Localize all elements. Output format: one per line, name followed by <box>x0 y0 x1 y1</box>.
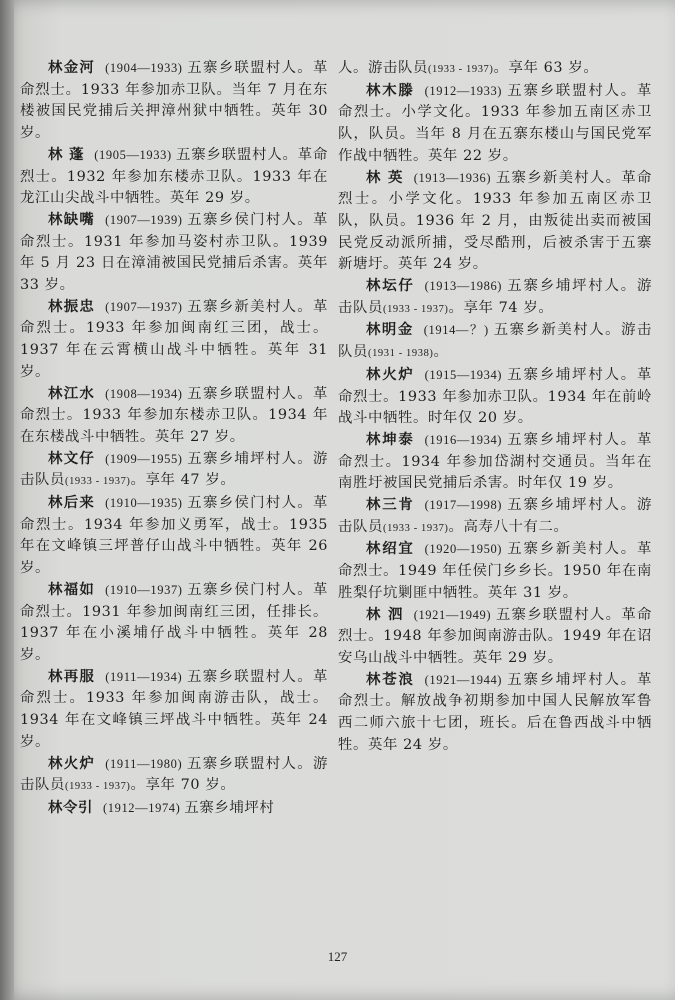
entry-text-tail: 。享年 70 岁。 <box>130 777 236 794</box>
entry-dates: (1908—1934) <box>105 386 183 401</box>
entry-text: 五寨乡新美村人。革命烈士。小学文化。1933 年参加五南区赤卫队，队员。1936 年 2 月，由叛徒出卖而被国民党反动派所捕，受尽酷刑，后被杀害于五寨新塘圩。英年 24 岁。 <box>338 169 652 273</box>
entry-dates: (1920—1950) <box>424 542 503 557</box>
entry-lin-huolu-2 <box>338 365 652 430</box>
guerrilla-years: (1931 - 1938) <box>367 348 434 360</box>
left-column <box>20 58 328 820</box>
entry-lin-lingyin <box>20 798 328 820</box>
entry-lin-zaifu <box>20 667 328 754</box>
entry-lin-furu <box>20 580 328 667</box>
entry-dates: (1915—1934) <box>424 367 503 382</box>
entry-dates: (1905—1933) <box>94 147 172 162</box>
entry-dates: (1921—1949) <box>413 607 492 622</box>
entry-text: 人。游击队员 <box>338 60 428 76</box>
entry-text: 五寨乡联盟村人。革命烈士。1933 年参加闽南游击队，战士。1934 年在文峰镇三坪战斗中牺牲。英年 24 岁。 <box>20 668 328 750</box>
entry-lin-quezui <box>20 210 328 297</box>
entry-lin-ying <box>338 168 652 277</box>
entry-text: 五寨乡埔坪村人。革命烈士。解放战争初期参加中国人民解放军鲁西二师六旅十七团，班长。后在鲁西战斗中牺牲。英年 24 岁。 <box>338 671 652 753</box>
guerrilla-years: (1933 - 1937) <box>64 476 131 488</box>
entry-text: 五寨乡联盟村人。革命烈士。1932 年参加东楼赤卫队。1933 年在龙江山尖战斗中牺牲。英年 29 岁。 <box>20 146 328 207</box>
entry-text: 五寨乡联盟村人。革命烈士。小学文化。1933 年参加五南区赤卫队，队员。当年 8 月在五寨东楼山与国民党军作战中牺牲。英年 22 岁。 <box>338 82 652 164</box>
entry-name: 林木滕 <box>366 82 415 99</box>
entry-text: 五寨乡联盟村人。游击队员 <box>20 755 328 794</box>
entry-name: 林文仔 <box>48 450 96 467</box>
entry-lin-zhenzhong <box>20 297 328 384</box>
entry-text: 五寨乡埔坪村人。革命烈士。1934 年参加岱湖村交通员。当年在南胜圩被国民党捕后杀害。时年仅 19 岁。 <box>338 431 652 492</box>
guerrilla-years: (1933 - 1937) <box>382 522 449 534</box>
right-column <box>338 58 652 757</box>
entry-text-tail: 。高寿八十有二。 <box>448 518 569 535</box>
entry-lin-peng <box>20 145 328 210</box>
entry-text: 五寨乡联盟村人。革命烈士。1933 年参加东楼赤卫队。1934 年在东楼战斗中牺牲。英年 27 岁。 <box>20 385 328 445</box>
entry-dates: (1913—1936) <box>413 170 492 185</box>
entry-name: 林缺嘴 <box>48 211 96 228</box>
entry-name: 林坛仔 <box>366 278 415 295</box>
entry-name: 林火炉 <box>48 755 96 772</box>
entry-text-tail: 。享年 47 岁。 <box>130 472 236 489</box>
entry-lin-shaoyi <box>338 539 652 604</box>
entry-text: 五寨乡侯门村人。革命烈士。1931 年参加马姿村赤卫队。1939 年 5 月 23 日在漳浦被国民党捕后杀害。英年 33 岁。 <box>20 211 328 294</box>
entry-lin-si <box>338 605 652 670</box>
entry-text-tail: 。享年 63 岁。 <box>493 60 599 76</box>
entry-dates: (1910—1935) <box>105 496 183 511</box>
entry-lin-jiangshui <box>20 384 328 449</box>
entry-name: 林苍浪 <box>366 671 415 688</box>
entry-name: 林 英 <box>366 169 404 186</box>
entry-dates: (1912—1974) <box>102 800 181 815</box>
entry-text: 五寨乡埔坪村人。游击队员 <box>20 450 328 489</box>
entry-lin-lingyin-continued <box>338 58 652 81</box>
entry-text: 五寨乡联盟村人。革命烈士。1948 年参加闽南游击队。1949 年在诏安乌山战斗中牺牲。英年 29 岁。 <box>338 606 652 666</box>
entry-name: 林明金 <box>366 322 414 339</box>
entry-name: 林火炉 <box>366 366 415 383</box>
guerrilla-years: (1933 - 1937) <box>64 781 131 793</box>
entry-dates: (1911—1980) <box>105 756 183 771</box>
entry-lin-tanzai <box>338 276 652 320</box>
entry-dates: (1921—1944) <box>424 672 503 687</box>
entry-name: 林江水 <box>48 385 96 402</box>
entry-lin-wenzai <box>20 449 328 493</box>
entry-dates: (1910—1937) <box>105 582 183 597</box>
entry-dates: (1916—1934) <box>424 432 503 447</box>
entry-lin-houlai <box>20 493 328 580</box>
entry-dates: (1911—1934) <box>105 669 183 684</box>
entry-lin-jinhe <box>20 58 328 145</box>
page-number: 127 <box>327 949 348 964</box>
entry-lin-muteng <box>338 81 652 168</box>
entry-text-tail: 。享年 74 岁。 <box>448 299 554 316</box>
entry-text-tail: 。 <box>433 344 449 361</box>
entry-dates: (1904—1933) <box>105 61 183 75</box>
entry-text: 五寨乡联盟村人。革命烈士。1933 年参加赤卫队。当年 7 月在东楼被国民党捕后关押漳州狱中牺牲。英年 30 岁。 <box>20 60 328 142</box>
entry-name: 林三肯 <box>366 497 415 514</box>
entry-dates: (1909—1955) <box>105 451 183 466</box>
entry-text: 五寨乡埔坪村人。游击队员 <box>338 278 652 316</box>
entry-text: 五寨乡新美村人。游击队员 <box>338 322 652 361</box>
book-spine-shadow <box>0 0 14 1000</box>
entry-name: 林坤泰 <box>366 431 415 448</box>
entry-lin-sanken <box>338 495 652 539</box>
guerrilla-years: (1933 - 1937) <box>382 303 449 315</box>
entry-lin-kuntai <box>338 430 652 495</box>
entry-text: 五寨乡埔坪村人。游击队员 <box>338 497 652 535</box>
entry-dates: (1913—1986) <box>424 279 503 294</box>
entry-name: 林绍宜 <box>366 541 415 558</box>
entry-name: 林再服 <box>48 668 96 685</box>
entry-text: 五寨乡新美村人。革命烈士。1933 年参加闽南红三团，战士。1937 年在云霄横山战斗中牺牲。英年 31 岁。 <box>20 298 328 380</box>
entry-lin-canglang <box>338 670 652 757</box>
entry-name: 林令引 <box>48 799 93 816</box>
entry-name: 林金河 <box>48 60 96 76</box>
entry-name: 林福如 <box>48 581 96 598</box>
entry-dates: (1917—1998) <box>424 498 503 513</box>
entry-name: 林 泗 <box>366 606 404 623</box>
entry-dates: (1907—1937) <box>105 299 183 314</box>
entry-lin-mingjin <box>338 320 652 364</box>
entry-text: 五寨乡新美村人。革命烈士。1949 年任侯门乡乡长。1950 年在南胜梨仔坑剿匪中牺牲。英年 31 岁。 <box>338 541 652 601</box>
entry-text: 五寨乡侯门村人。革命烈士。1931 年参加闽南红三团，任排长。1937 年在小溪埔仔战斗中牺牲。英年 28 岁。 <box>20 581 328 663</box>
entry-name: 林后来 <box>48 495 96 512</box>
entry-name: 林 蓬 <box>48 146 85 163</box>
guerrilla-years: (1933 - 1937) <box>427 64 494 75</box>
entry-text: 五寨乡埔坪村人。革命烈士。1933 年参加赤卫队。1934 年在前岭战斗中牺牲。时年仅 20 岁。 <box>338 366 652 427</box>
entry-dates: (1912—1933) <box>424 83 503 98</box>
entry-dates: (1914—？) <box>423 323 489 338</box>
entry-text: 五寨乡侯门村人。革命烈士。1934 年参加义勇军，战士。1935 年在文峰镇三坪普仔山战斗中牺牲。英年 26 岁。 <box>20 495 328 577</box>
entry-name: 林振忠 <box>48 298 96 315</box>
entry-lin-huolu <box>20 754 328 798</box>
entry-dates: (1907—1939) <box>105 212 183 227</box>
entry-text: 五寨乡埔坪村 <box>184 799 275 816</box>
